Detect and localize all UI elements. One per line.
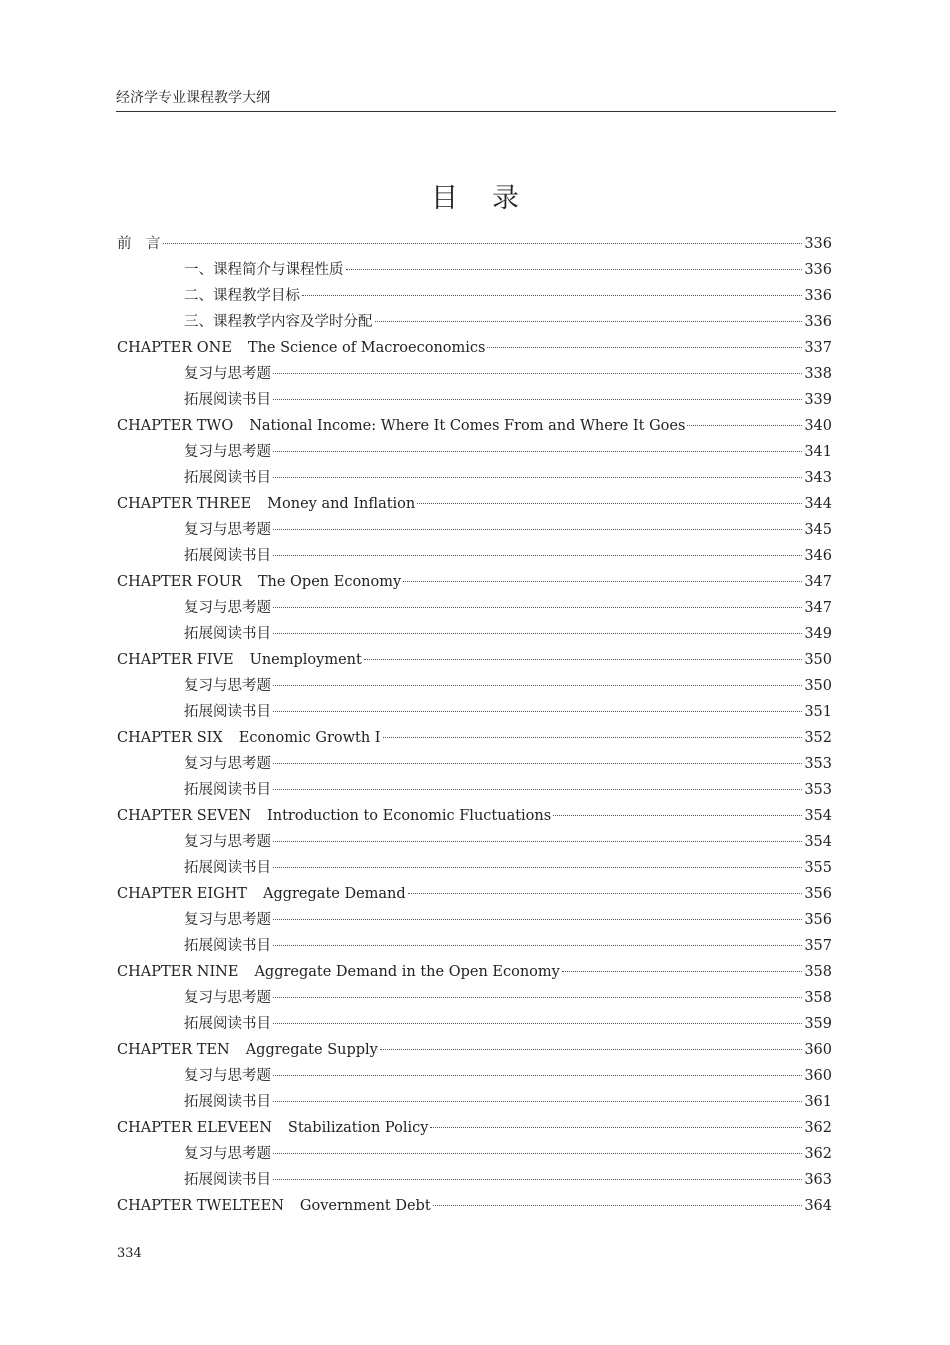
toc-subentry[interactable] — [117, 543, 832, 569]
toc-page-number: 352 — [804, 730, 832, 746]
toc-entry-label — [184, 777, 271, 803]
toc-page-number: 336 — [804, 262, 832, 278]
toc-entry-label — [184, 1063, 271, 1089]
toc-entry-label — [184, 1089, 271, 1115]
dot-leader — [403, 581, 802, 582]
toc-entry[interactable] — [117, 1037, 832, 1063]
dot-leader — [273, 477, 802, 478]
dot-leader — [364, 659, 802, 660]
toc-entry-label-text: CHAPTER ELEVEEN — [117, 1120, 272, 1136]
toc-page-number: 353 — [804, 756, 832, 772]
toc-entry-label — [184, 439, 271, 465]
toc-entry[interactable] — [117, 335, 832, 361]
toc-page-number: 347 — [804, 600, 832, 616]
toc-entry-title: Aggregate Supply — [245, 1042, 378, 1058]
toc-subentry[interactable] — [117, 465, 832, 491]
toc-entry[interactable] — [117, 1115, 832, 1141]
dot-leader — [273, 633, 802, 634]
toc-entry-label — [117, 1193, 431, 1219]
dot-leader — [433, 1205, 803, 1206]
toc-entry-label-text: 拓展阅读书目 — [184, 470, 271, 486]
dot-leader — [273, 1153, 802, 1154]
toc-page-number: 340 — [804, 418, 832, 434]
toc-subentry[interactable] — [117, 751, 832, 777]
toc-entry-label — [184, 907, 271, 933]
toc-entry-label — [184, 855, 271, 881]
toc-entry-label — [117, 1037, 378, 1063]
dot-leader — [553, 815, 802, 816]
dot-leader — [273, 919, 802, 920]
toc-page-number: 356 — [804, 886, 832, 902]
toc-entry[interactable] — [117, 725, 832, 751]
toc-entry-label — [184, 465, 271, 491]
toc-entry[interactable] — [117, 647, 832, 673]
toc-page-number: 362 — [804, 1146, 832, 1162]
toc-subentry[interactable] — [117, 257, 832, 283]
toc-subentry[interactable] — [117, 387, 832, 413]
toc-subentry[interactable] — [117, 673, 832, 699]
toc-entry-label-text: 前 言 — [117, 236, 161, 252]
dot-leader — [273, 997, 802, 998]
toc-subentry[interactable] — [117, 439, 832, 465]
dot-leader — [273, 841, 802, 842]
toc-entry-label-text: 拓展阅读书目 — [184, 1172, 271, 1188]
dot-leader — [273, 451, 802, 452]
dot-leader — [408, 893, 803, 894]
toc-page-number: 361 — [804, 1094, 832, 1110]
toc-entry-label-text: 三、课程教学内容及学时分配 — [184, 314, 373, 330]
toc-entry-label-text: 拓展阅读书目 — [184, 548, 271, 564]
toc-entry[interactable] — [117, 881, 832, 907]
toc-entry-label-text: CHAPTER SIX — [117, 730, 223, 746]
toc-page-number: 355 — [804, 860, 832, 876]
toc-entry-label — [184, 543, 271, 569]
toc-page-number: 345 — [804, 522, 832, 538]
toc-entry-label — [117, 959, 560, 985]
toc-entry-label-text: 二、课程教学目标 — [184, 288, 300, 304]
dot-leader — [273, 1075, 802, 1076]
toc-page-number: 343 — [804, 470, 832, 486]
dot-leader — [273, 607, 802, 608]
toc-entry-label — [117, 647, 362, 673]
toc-entry-label-text: CHAPTER THREE — [117, 496, 252, 512]
toc-entry-title: The Science of Macroeconomics — [247, 340, 486, 356]
toc-entry-label — [117, 569, 401, 595]
toc-entry-title: Money and Inflation — [267, 496, 416, 512]
dot-leader — [687, 425, 802, 426]
toc-page-number: 354 — [804, 834, 832, 850]
toc-entry-label — [117, 725, 381, 751]
toc-entry-label — [184, 283, 300, 309]
dot-leader — [163, 243, 803, 244]
toc-entry-label — [117, 803, 551, 829]
toc-entry-label-text: 一、课程简介与课程性质 — [184, 262, 344, 278]
toc-page-number: 344 — [804, 496, 832, 512]
toc-page-number: 339 — [804, 392, 832, 408]
toc-entry[interactable] — [117, 413, 832, 439]
toc-entry-title: Introduction to Economic Fluctuations — [267, 808, 552, 824]
toc-entry-label-text: 拓展阅读书目 — [184, 782, 271, 798]
dot-leader — [273, 789, 802, 790]
toc-entry-label-text: 复习与思考题 — [184, 600, 271, 616]
toc-entry-label — [117, 1115, 428, 1141]
toc-entry-label-text: CHAPTER TWO — [117, 418, 234, 434]
toc-entry-label-text: CHAPTER EIGHT — [117, 886, 247, 902]
toc-subentry[interactable] — [117, 933, 832, 959]
toc-entry-label — [184, 829, 271, 855]
dot-leader — [346, 269, 803, 270]
toc-entry-title: Unemployment — [249, 652, 362, 668]
dot-leader — [273, 711, 802, 712]
toc-entry-title: The Open Economy — [257, 574, 402, 590]
toc-entry-label — [184, 933, 271, 959]
toc-subentry[interactable] — [117, 1141, 832, 1167]
toc-entry-label-text: 拓展阅读书目 — [184, 1016, 271, 1032]
toc-entry-label — [184, 621, 271, 647]
toc-entry-label — [117, 413, 685, 439]
toc-subentry[interactable] — [117, 855, 832, 881]
toc-entry-label-text: 拓展阅读书目 — [184, 938, 271, 954]
toc-page-number: 359 — [804, 1016, 832, 1032]
toc-entry-label-text: 复习与思考题 — [184, 678, 271, 694]
dot-leader — [302, 295, 802, 296]
toc-subentry[interactable] — [117, 985, 832, 1011]
toc-subentry[interactable] — [117, 595, 832, 621]
toc-entry[interactable] — [117, 959, 832, 985]
toc-entry-label-text: 复习与思考题 — [184, 1146, 271, 1162]
toc-subentry[interactable] — [117, 1089, 832, 1115]
dot-leader — [273, 867, 802, 868]
toc-subentry[interactable] — [117, 777, 832, 803]
dot-leader — [375, 321, 803, 322]
toc-entry-label — [184, 699, 271, 725]
toc-entry-label — [184, 1141, 271, 1167]
dot-leader — [273, 945, 802, 946]
toc-subentry[interactable] — [117, 361, 832, 387]
toc-entry-label-text: 拓展阅读书目 — [184, 860, 271, 876]
page-number: 334 — [117, 1246, 142, 1261]
dot-leader — [273, 1179, 802, 1180]
toc-entry-label — [184, 985, 271, 1011]
toc-page-number: 341 — [804, 444, 832, 460]
toc-page-number: 354 — [804, 808, 832, 824]
toc-page-number: 347 — [804, 574, 832, 590]
toc-subentry[interactable] — [117, 517, 832, 543]
toc-subentry[interactable] — [117, 1011, 832, 1037]
toc-entry-label — [184, 1011, 271, 1037]
dot-leader — [383, 737, 803, 738]
toc-page-number: 346 — [804, 548, 832, 564]
table-of-contents — [117, 231, 832, 1219]
toc-entry-title: Stabilization Policy — [287, 1120, 429, 1136]
toc-entry-title: Aggregate Demand — [262, 886, 406, 902]
toc-entry-label-text: 拓展阅读书目 — [184, 392, 271, 408]
dot-leader — [273, 1023, 802, 1024]
dot-leader — [487, 347, 802, 348]
dot-leader — [273, 1101, 802, 1102]
toc-entry[interactable] — [117, 491, 832, 517]
toc-entry-title: Economic Growth I — [238, 730, 381, 746]
toc-entry-label-text: 复习与思考题 — [184, 834, 271, 850]
toc-entry-label-text: 复习与思考题 — [184, 444, 271, 460]
toc-entry-label-text: CHAPTER TWELTEEN — [117, 1198, 284, 1214]
toc-page-number: 356 — [804, 912, 832, 928]
toc-entry-label — [184, 517, 271, 543]
toc-page-number: 363 — [804, 1172, 832, 1188]
toc-page-number: 338 — [804, 366, 832, 382]
toc-entry[interactable] — [117, 231, 832, 257]
toc-entry-label — [117, 335, 485, 361]
toc-subentry[interactable] — [117, 1167, 832, 1193]
running-header — [116, 88, 836, 112]
toc-page-number: 362 — [804, 1120, 832, 1136]
toc-entry-label-text: CHAPTER FOUR — [117, 574, 242, 590]
toc-entry-label-text: 复习与思考题 — [184, 366, 271, 382]
toc-entry-label-text: 复习与思考题 — [184, 990, 271, 1006]
toc-entry-label — [184, 257, 344, 283]
toc-page-number: 349 — [804, 626, 832, 642]
dot-leader — [273, 399, 802, 400]
toc-entry-label — [184, 595, 271, 621]
toc-page-number: 353 — [804, 782, 832, 798]
toc-entry-label — [184, 361, 271, 387]
running-header-text: 经济学专业课程教学大纲 — [116, 90, 270, 106]
toc-entry[interactable] — [117, 803, 832, 829]
toc-entry-label — [184, 1167, 271, 1193]
toc-entry-label-text: CHAPTER NINE — [117, 964, 239, 980]
toc-page-number: 337 — [804, 340, 832, 356]
toc-entry-title: National Income: Where It Comes From and Where It Goes — [249, 418, 686, 434]
toc-entry[interactable] — [117, 569, 832, 595]
dot-leader — [273, 373, 802, 374]
toc-entry-label — [184, 751, 271, 777]
toc-subentry[interactable] — [117, 621, 832, 647]
toc-entry-label-text: CHAPTER TEN — [117, 1042, 230, 1058]
dot-leader — [273, 685, 802, 686]
toc-subentry[interactable] — [117, 283, 832, 309]
toc-page-number: 336 — [804, 288, 832, 304]
dot-leader — [380, 1049, 802, 1050]
toc-entry-label-text: 复习与思考题 — [184, 1068, 271, 1084]
toc-entry-label — [117, 231, 161, 257]
toc-entry-label-text: 复习与思考题 — [184, 912, 271, 928]
dot-leader — [273, 763, 802, 764]
toc-page-number: 360 — [804, 1068, 832, 1084]
dot-leader — [273, 555, 802, 556]
toc-entry-label — [184, 309, 373, 335]
toc-entry-label-text: 拓展阅读书目 — [184, 626, 271, 642]
dot-leader — [562, 971, 802, 972]
toc-entry-title: Aggregate Demand in the Open Economy — [254, 964, 560, 980]
dot-leader — [273, 529, 802, 530]
toc-entry-label-text: CHAPTER ONE — [117, 340, 232, 356]
toc-page-number: 350 — [804, 678, 832, 694]
toc-entry[interactable] — [117, 1193, 832, 1219]
toc-entry-label-text: 复习与思考题 — [184, 522, 271, 538]
toc-page-number: 336 — [804, 314, 832, 330]
toc-entry-label — [117, 491, 415, 517]
toc-entry-title: Government Debt — [299, 1198, 431, 1214]
toc-subentry[interactable] — [117, 1063, 832, 1089]
toc-entry-label — [184, 387, 271, 413]
toc-entry-label — [184, 673, 271, 699]
toc-entry-label-text: 拓展阅读书目 — [184, 704, 271, 720]
toc-entry-label-text: CHAPTER SEVEN — [117, 808, 252, 824]
page-title: 目录 — [431, 183, 553, 215]
dot-leader — [430, 1127, 802, 1128]
toc-subentry[interactable] — [117, 829, 832, 855]
toc-entry-label — [117, 881, 406, 907]
toc-subentry[interactable] — [117, 699, 832, 725]
toc-page-number: 358 — [804, 990, 832, 1006]
dot-leader — [417, 503, 802, 504]
toc-page-number: 336 — [804, 236, 832, 252]
toc-page-number: 364 — [804, 1198, 832, 1214]
toc-page-number: 351 — [804, 704, 832, 720]
toc-subentry[interactable] — [117, 907, 832, 933]
toc-entry-label-text: 复习与思考题 — [184, 756, 271, 772]
toc-page-number: 357 — [804, 938, 832, 954]
toc-page-number: 350 — [804, 652, 832, 668]
toc-page-number: 358 — [804, 964, 832, 980]
toc-page-number: 360 — [804, 1042, 832, 1058]
toc-subentry[interactable] — [117, 309, 832, 335]
toc-entry-label-text: 拓展阅读书目 — [184, 1094, 271, 1110]
toc-entry-label-text: CHAPTER FIVE — [117, 652, 234, 668]
